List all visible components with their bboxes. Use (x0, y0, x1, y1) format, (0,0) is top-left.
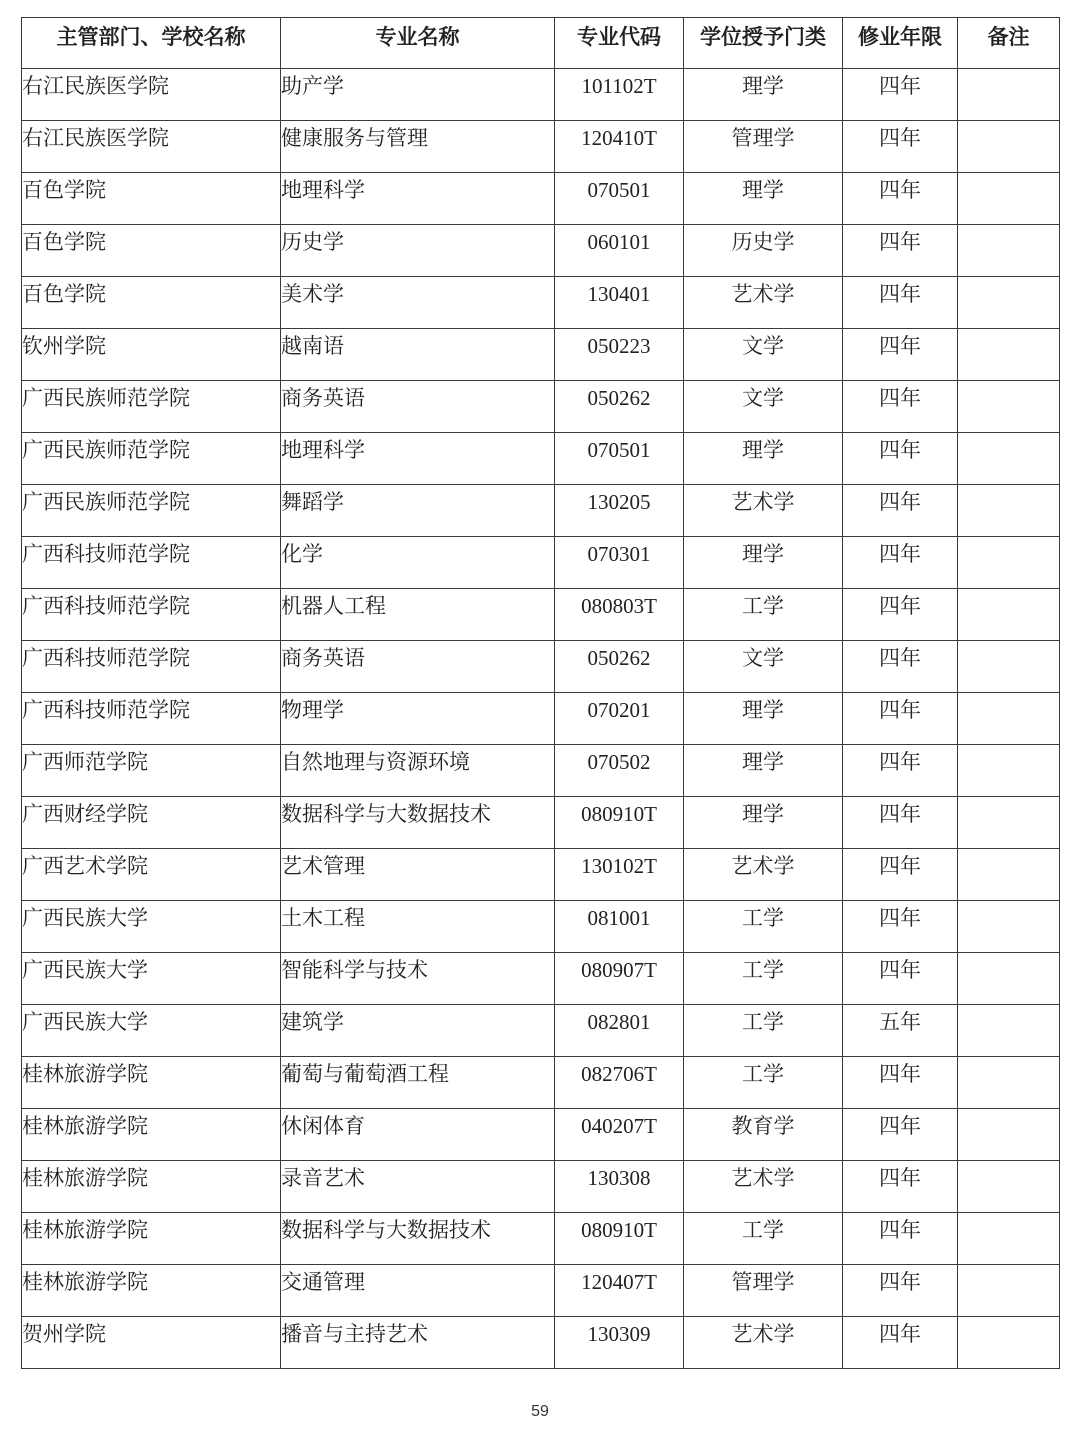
table-header-row (22, 18, 1060, 69)
cell-major: 商务英语 (281, 641, 555, 693)
cell-code: 082706T (555, 1057, 684, 1109)
cell-years: 五年 (843, 1005, 958, 1057)
cell-major: 物理学 (281, 693, 555, 745)
table-row (22, 1265, 1060, 1317)
cell-degree: 理学 (684, 745, 843, 797)
cell-years: 四年 (843, 1161, 958, 1213)
cell-remarks (958, 69, 1060, 121)
table-row (22, 849, 1060, 901)
cell-code: 070201 (555, 693, 684, 745)
table-row (22, 1109, 1060, 1161)
cell-school: 广西艺术学院 (22, 849, 281, 901)
cell-remarks (958, 433, 1060, 485)
cell-remarks (958, 277, 1060, 329)
cell-major: 地理科学 (281, 173, 555, 225)
table-row (22, 1213, 1060, 1265)
cell-school: 钦州学院 (22, 329, 281, 381)
cell-code: 070501 (555, 433, 684, 485)
cell-degree: 工学 (684, 901, 843, 953)
table-row (22, 589, 1060, 641)
cell-degree: 工学 (684, 589, 843, 641)
header-code: 专业代码 (555, 18, 684, 69)
cell-degree: 工学 (684, 1213, 843, 1265)
cell-major: 自然地理与资源环境 (281, 745, 555, 797)
cell-major: 葡萄与葡萄酒工程 (281, 1057, 555, 1109)
page-number: 59 (531, 1403, 549, 1420)
cell-code: 080907T (555, 953, 684, 1005)
cell-major: 化学 (281, 537, 555, 589)
cell-remarks (958, 797, 1060, 849)
cell-degree: 艺术学 (684, 1161, 843, 1213)
cell-remarks (958, 485, 1060, 537)
cell-years: 四年 (843, 329, 958, 381)
cell-degree: 艺术学 (684, 849, 843, 901)
table-row (22, 1161, 1060, 1213)
cell-code: 130205 (555, 485, 684, 537)
cell-years: 四年 (843, 901, 958, 953)
cell-school: 百色学院 (22, 173, 281, 225)
cell-remarks (958, 173, 1060, 225)
majors-table (21, 17, 1060, 1369)
cell-degree: 理学 (684, 693, 843, 745)
table-row (22, 797, 1060, 849)
table-body (22, 69, 1060, 1369)
cell-degree: 理学 (684, 537, 843, 589)
cell-school: 右江民族医学院 (22, 69, 281, 121)
cell-years: 四年 (843, 121, 958, 173)
cell-remarks (958, 901, 1060, 953)
cell-school: 广西民族大学 (22, 1005, 281, 1057)
cell-years: 四年 (843, 953, 958, 1005)
cell-major: 机器人工程 (281, 589, 555, 641)
cell-code: 120410T (555, 121, 684, 173)
cell-years: 四年 (843, 537, 958, 589)
cell-major: 休闲体育 (281, 1109, 555, 1161)
cell-major: 土木工程 (281, 901, 555, 953)
cell-degree: 文学 (684, 329, 843, 381)
table-row (22, 745, 1060, 797)
cell-degree: 艺术学 (684, 1317, 843, 1369)
cell-degree: 理学 (684, 433, 843, 485)
table-row (22, 537, 1060, 589)
table-row (22, 329, 1060, 381)
cell-remarks (958, 1005, 1060, 1057)
cell-years: 四年 (843, 381, 958, 433)
cell-major: 录音艺术 (281, 1161, 555, 1213)
cell-years: 四年 (843, 173, 958, 225)
cell-remarks (958, 121, 1060, 173)
cell-remarks (958, 1057, 1060, 1109)
cell-years: 四年 (843, 225, 958, 277)
cell-degree: 理学 (684, 797, 843, 849)
cell-degree: 文学 (684, 381, 843, 433)
cell-code: 080803T (555, 589, 684, 641)
cell-degree: 艺术学 (684, 277, 843, 329)
cell-school: 右江民族医学院 (22, 121, 281, 173)
cell-major: 越南语 (281, 329, 555, 381)
cell-major: 健康服务与管理 (281, 121, 555, 173)
table-row (22, 1317, 1060, 1369)
cell-major: 地理科学 (281, 433, 555, 485)
cell-remarks (958, 693, 1060, 745)
cell-school: 广西民族大学 (22, 953, 281, 1005)
table-row (22, 381, 1060, 433)
header-major: 专业名称 (281, 18, 555, 69)
table-row (22, 953, 1060, 1005)
cell-major: 数据科学与大数据技术 (281, 797, 555, 849)
cell-degree: 历史学 (684, 225, 843, 277)
cell-remarks (958, 1213, 1060, 1265)
cell-code: 060101 (555, 225, 684, 277)
cell-remarks (958, 1317, 1060, 1369)
cell-remarks (958, 537, 1060, 589)
cell-remarks (958, 641, 1060, 693)
cell-years: 四年 (843, 1109, 958, 1161)
cell-code: 050223 (555, 329, 684, 381)
cell-code: 070301 (555, 537, 684, 589)
cell-degree: 文学 (684, 641, 843, 693)
cell-code: 070501 (555, 173, 684, 225)
table-row (22, 121, 1060, 173)
cell-degree: 教育学 (684, 1109, 843, 1161)
cell-code: 040207T (555, 1109, 684, 1161)
cell-years: 四年 (843, 693, 958, 745)
cell-remarks (958, 953, 1060, 1005)
cell-code: 050262 (555, 641, 684, 693)
cell-years: 四年 (843, 1213, 958, 1265)
cell-remarks (958, 589, 1060, 641)
cell-school: 桂林旅游学院 (22, 1213, 281, 1265)
cell-major: 历史学 (281, 225, 555, 277)
cell-school: 广西民族师范学院 (22, 485, 281, 537)
cell-major: 数据科学与大数据技术 (281, 1213, 555, 1265)
cell-remarks (958, 329, 1060, 381)
cell-degree: 工学 (684, 953, 843, 1005)
cell-degree: 理学 (684, 173, 843, 225)
cell-school: 桂林旅游学院 (22, 1109, 281, 1161)
cell-code: 070502 (555, 745, 684, 797)
cell-remarks (958, 745, 1060, 797)
cell-major: 美术学 (281, 277, 555, 329)
cell-school: 桂林旅游学院 (22, 1161, 281, 1213)
cell-degree: 理学 (684, 69, 843, 121)
cell-code: 080910T (555, 797, 684, 849)
table-row (22, 1005, 1060, 1057)
cell-school: 桂林旅游学院 (22, 1057, 281, 1109)
cell-remarks (958, 849, 1060, 901)
cell-major: 商务英语 (281, 381, 555, 433)
table-row (22, 901, 1060, 953)
cell-code: 081001 (555, 901, 684, 953)
cell-school: 广西科技师范学院 (22, 641, 281, 693)
table-row (22, 433, 1060, 485)
cell-code: 080910T (555, 1213, 684, 1265)
cell-school: 百色学院 (22, 225, 281, 277)
cell-degree: 艺术学 (684, 485, 843, 537)
cell-remarks (958, 225, 1060, 277)
cell-major: 舞蹈学 (281, 485, 555, 537)
cell-code: 101102T (555, 69, 684, 121)
table-row (22, 225, 1060, 277)
cell-major: 艺术管理 (281, 849, 555, 901)
table-row (22, 1057, 1060, 1109)
header-degree: 学位授予门类 (684, 18, 843, 69)
cell-years: 四年 (843, 849, 958, 901)
header-remarks: 备注 (958, 18, 1060, 69)
cell-code: 050262 (555, 381, 684, 433)
cell-code: 130401 (555, 277, 684, 329)
header-school: 主管部门、学校名称 (22, 18, 281, 69)
cell-major: 助产学 (281, 69, 555, 121)
cell-years: 四年 (843, 641, 958, 693)
table-row (22, 693, 1060, 745)
cell-years: 四年 (843, 485, 958, 537)
header-years: 修业年限 (843, 18, 958, 69)
cell-degree: 管理学 (684, 121, 843, 173)
cell-years: 四年 (843, 1317, 958, 1369)
cell-school: 广西科技师范学院 (22, 693, 281, 745)
cell-major: 播音与主持艺术 (281, 1317, 555, 1369)
cell-code: 130102T (555, 849, 684, 901)
cell-years: 四年 (843, 69, 958, 121)
cell-degree: 工学 (684, 1057, 843, 1109)
cell-years: 四年 (843, 1265, 958, 1317)
cell-code: 130309 (555, 1317, 684, 1369)
cell-degree: 管理学 (684, 1265, 843, 1317)
cell-major: 交通管理 (281, 1265, 555, 1317)
cell-school: 广西师范学院 (22, 745, 281, 797)
table-row (22, 277, 1060, 329)
cell-code: 120407T (555, 1265, 684, 1317)
cell-school: 广西民族师范学院 (22, 433, 281, 485)
table-row (22, 485, 1060, 537)
cell-school: 贺州学院 (22, 1317, 281, 1369)
cell-school: 广西科技师范学院 (22, 537, 281, 589)
cell-years: 四年 (843, 797, 958, 849)
cell-years: 四年 (843, 277, 958, 329)
cell-remarks (958, 1265, 1060, 1317)
cell-degree: 工学 (684, 1005, 843, 1057)
cell-code: 082801 (555, 1005, 684, 1057)
cell-years: 四年 (843, 433, 958, 485)
cell-school: 广西民族师范学院 (22, 381, 281, 433)
cell-years: 四年 (843, 745, 958, 797)
cell-years: 四年 (843, 589, 958, 641)
table-row (22, 641, 1060, 693)
cell-major: 智能科学与技术 (281, 953, 555, 1005)
cell-school: 广西财经学院 (22, 797, 281, 849)
cell-major: 建筑学 (281, 1005, 555, 1057)
table-row (22, 69, 1060, 121)
cell-code: 130308 (555, 1161, 684, 1213)
cell-remarks (958, 381, 1060, 433)
table-row (22, 173, 1060, 225)
cell-school: 百色学院 (22, 277, 281, 329)
cell-years: 四年 (843, 1057, 958, 1109)
cell-school: 广西民族大学 (22, 901, 281, 953)
cell-school: 桂林旅游学院 (22, 1265, 281, 1317)
cell-remarks (958, 1109, 1060, 1161)
cell-school: 广西科技师范学院 (22, 589, 281, 641)
cell-remarks (958, 1161, 1060, 1213)
